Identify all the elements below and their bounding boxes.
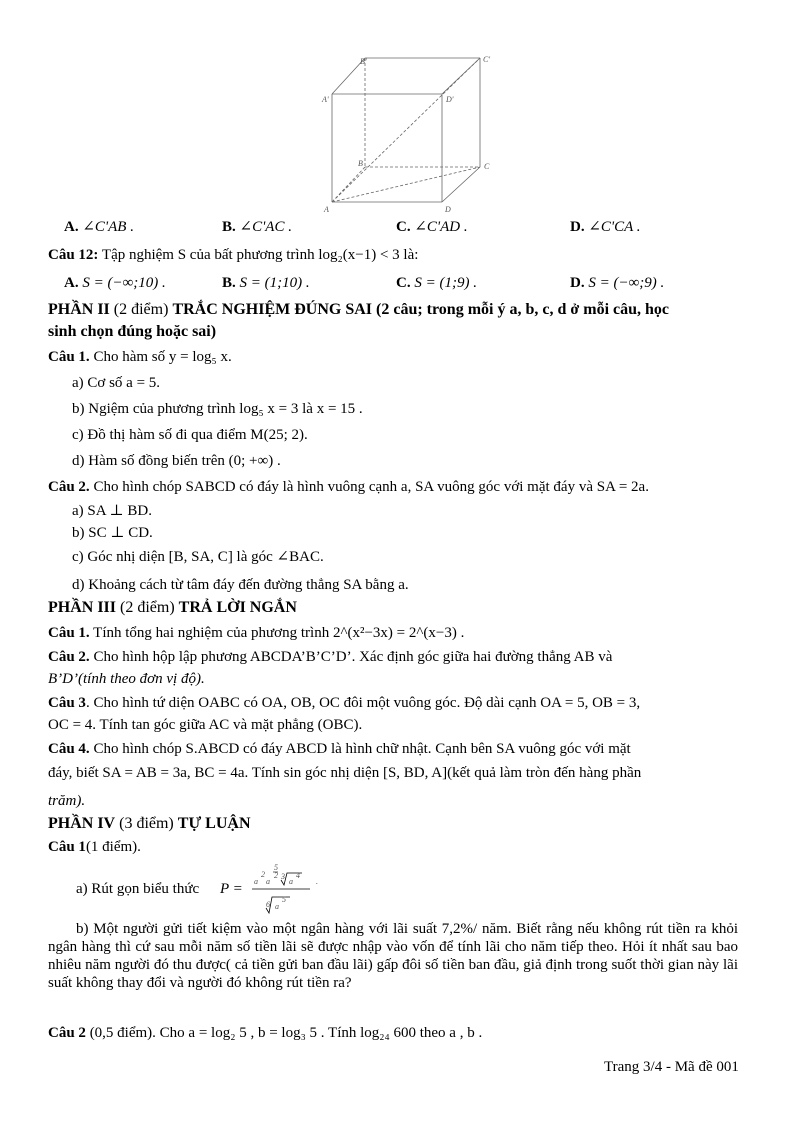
q12-option-a: A. S = (−∞;10) . bbox=[64, 275, 166, 291]
diag-AC bbox=[332, 167, 480, 202]
q11-option-a: A. ∠C'AB . bbox=[64, 219, 134, 235]
q11-option-d: D. ∠C'CA . bbox=[570, 219, 641, 235]
label-B: B bbox=[358, 159, 363, 168]
part3-q4-line3: trăm). bbox=[48, 793, 86, 809]
part2-q1-stem: Câu 1. Cho hàm số y = log₅ x. bbox=[48, 349, 232, 365]
label-C: C bbox=[484, 162, 490, 171]
label-A1: A' bbox=[322, 95, 329, 104]
part2-q2-stem: Câu 2. Cho hình chóp SABCD có đáy là hình vuông cạnh a, SA vuông góc với mặt đáy và SA = 2a. bbox=[48, 479, 649, 495]
svg-text:2: 2 bbox=[274, 871, 278, 880]
part3-q3-line2: OC = 4. Tính tan góc giữa AC và mặt phẳng (OBC). bbox=[48, 717, 363, 733]
svg-text:a: a bbox=[275, 902, 279, 911]
part2-q1-item-a: a) Cơ số a = 5. bbox=[72, 375, 161, 391]
part2-q1-item-c: c) Đồ thị hàm số đi qua điểm M(25; 2). bbox=[72, 427, 308, 443]
part2-heading: PHẦN II (2 điểm) TRẮC NGHIỆM ĐÚNG SAI (2 câu; trong mỗi ý a, b, c, d ở mỗi câu, học bbox=[48, 301, 670, 318]
svg-text:4: 4 bbox=[296, 871, 300, 880]
svg-text:6: 6 bbox=[266, 900, 270, 909]
label-D: D bbox=[445, 205, 451, 212]
svg-text:a: a bbox=[266, 877, 270, 886]
q12-option-c: C. S = (1;9) . bbox=[396, 275, 477, 291]
part2-heading-line2: sinh chọn đúng hoặc sai) bbox=[48, 323, 217, 340]
q12-option-b: B. S = (1;10) . bbox=[222, 275, 310, 291]
q11-option-b: B. ∠C'AC . bbox=[222, 219, 292, 235]
part4-q2: Câu 2 (0,5 điểm). Cho a = log₂ 5 , b = log₃ 5 . Tính log₂₄ 600 theo a , b . bbox=[48, 1025, 483, 1041]
q12-stem: Câu 12: Tập nghiệm S của bất phương trình log₂(x−1) < 3 là: bbox=[48, 247, 419, 263]
part2-q2-item-c: c) Góc nhị diện [B, SA, C] là góc ∠BAC. bbox=[72, 549, 324, 565]
part2-q2-item-a: a) SA ⊥ BD. bbox=[72, 503, 152, 519]
diag-AC1 bbox=[332, 58, 480, 202]
page-footer: Trang 3/4 - Mã đề 001 bbox=[604, 1059, 739, 1075]
cube-figure bbox=[320, 52, 495, 212]
part3-q3-line1: Câu 3. Cho hình tứ diện OABC có OA, OB, OC đôi một vuông góc. Độ dài cạnh OA = 5, OB = 3, bbox=[48, 695, 641, 711]
part3-heading: PHẦN III (2 điểm) TRẢ LỜI NGẮN bbox=[48, 599, 297, 616]
part3-q2-line1: Câu 2. Cho hình hộp lập phương ABCDA’B’C’D’. Xác định góc giữa hai đường thẳng AB và bbox=[48, 649, 613, 665]
formula-P-label: P = bbox=[220, 881, 243, 897]
part2-q2-item-b: b) SC ⊥ CD. bbox=[72, 525, 153, 541]
label-B1: B' bbox=[360, 57, 367, 66]
label-A: A bbox=[324, 205, 329, 212]
part3-q1: Câu 1. Tính tổng hai nghiệm của phương trình 2^(x²−3x) = 2^(x−3) . bbox=[48, 625, 465, 641]
svg-text:a: a bbox=[289, 877, 293, 886]
part4-q1-b: b) Một người gửi tiết kiệm vào một ngân hàng với lãi suất 7,2%/ năm. Biết rằng nếu không rút tiền ra khỏi ngân hàng thì cứ sau mỗi năm số tiền lãi sẽ được nhập vào vốn để tính lãi cho năm tiếp theo. Hỏi ít nhất sau bao nhiêu năm người đó thu được( cả tiền gửi ban đầu lãi) gấp đôi số tiền ban đầu, giả định trong suốt thời gian này lãi suất không thay đổi và người đó không rút tiền ra? bbox=[48, 921, 738, 991]
part3-q4-line1: Câu 4. Cho hình chóp S.ABCD có đáy ABCD là hình chữ nhật. Cạnh bên SA vuông góc với mặt bbox=[48, 741, 631, 757]
svg-text:3: 3 bbox=[281, 872, 285, 881]
svg-text:2: 2 bbox=[261, 870, 265, 879]
edge-DC bbox=[442, 167, 480, 202]
part3-q2-line2: B’D’(tính theo đơn vị độ). bbox=[48, 671, 205, 687]
svg-text:5: 5 bbox=[274, 863, 278, 872]
part2-q1-item-d: d) Hàm số đồng biến trên (0; +∞) . bbox=[72, 453, 281, 469]
q12-option-d: D. S = (−∞;9) . bbox=[570, 275, 665, 291]
part4-q1-a: a) Rút gọn biểu thức bbox=[76, 881, 200, 897]
formula-P bbox=[250, 862, 330, 916]
part2-q1-item-b: b) Ngiệm của phương trình log₅ x = 3 là x = 15 . bbox=[72, 401, 363, 417]
label-C1: C' bbox=[483, 55, 491, 64]
part3-q4-line2: đáy, biết SA = AB = 3a, BC = 4a. Tính sin góc nhị diện [S, BD, A](kết quả làm tròn đến hàng phần bbox=[48, 765, 642, 781]
svg-text:5: 5 bbox=[282, 895, 286, 904]
svg-text:a: a bbox=[254, 877, 258, 886]
svg-text:.: . bbox=[316, 877, 318, 886]
part4-q1-stem: Câu 1(1 điểm). bbox=[48, 839, 141, 855]
label-D1: D' bbox=[446, 95, 454, 104]
part2-q2-item-d: d) Khoảng cách từ tâm đáy đến đường thẳng SA bằng a. bbox=[72, 577, 409, 593]
q11-option-c: C. ∠C'AD . bbox=[396, 219, 468, 235]
part4-heading: PHẦN IV (3 điểm) TỰ LUẬN bbox=[48, 815, 251, 832]
